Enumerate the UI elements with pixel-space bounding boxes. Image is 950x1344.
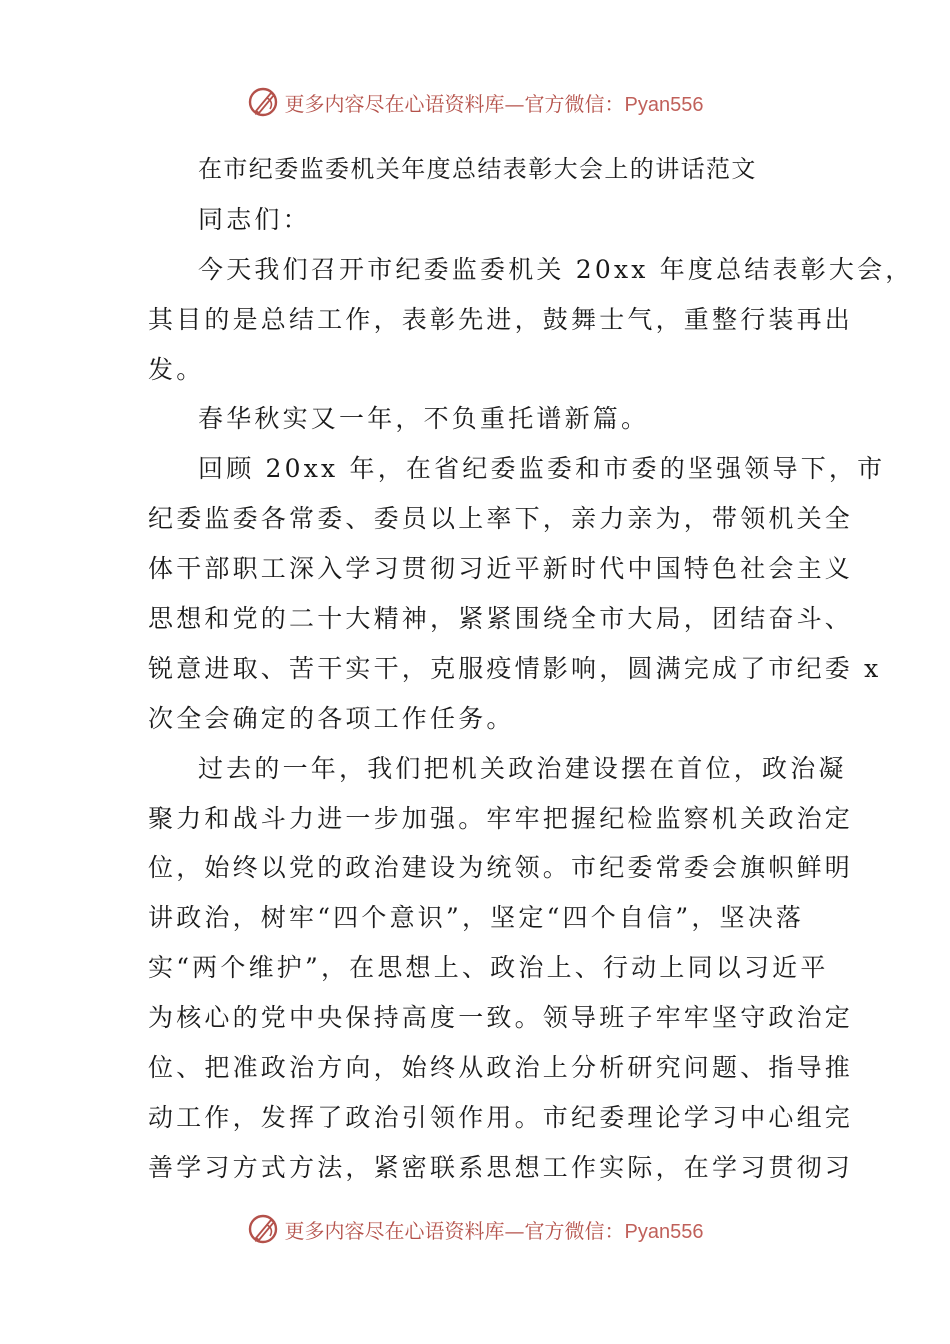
pen-logo-icon bbox=[247, 85, 281, 119]
footer-banner bbox=[0, 1209, 950, 1249]
paragraph-line: 体干部职工深入学习贯彻习近平新时代中国特色社会主义 bbox=[148, 554, 854, 584]
paragraph-line: 为核心的党中央保持高度一致。领导班子牢牢坚守政治定 bbox=[148, 1003, 854, 1033]
paragraph-line: 今天我们召开市纪委监委机关 20xx 年度总结表彰大会， bbox=[198, 254, 914, 284]
paragraph-line: 春华秋实又一年，不负重托谱新篇。 bbox=[198, 404, 650, 434]
paragraph-line: 位、把准政治方向，始终从政治上分析研究问题、指导推 bbox=[148, 1053, 854, 1083]
salutation: 同志们： bbox=[198, 204, 311, 234]
paragraph-line: 位，始终以党的政治建设为统领。市纪委常委会旗帜鲜明 bbox=[148, 853, 854, 883]
paragraph-line: 次全会确定的各项工作任务。 bbox=[148, 703, 515, 733]
paragraph-line: 实“两个维护”，在思想上、政治上、行动上同以习近平 bbox=[148, 953, 829, 983]
footer-banner-text: 更多内容尽在心语资料库—官方微信：Pyan556 bbox=[284, 1218, 704, 1243]
paragraph-line: 过去的一年，我们把机关政治建设摆在首位，政治凝 bbox=[198, 753, 847, 783]
pen-logo-icon bbox=[247, 1212, 281, 1246]
paragraph-line: 善学习方式方法，紧密联系思想工作实际，在学习贯彻习 bbox=[148, 1152, 854, 1182]
paragraph-line: 锐意进取、苦干实干，克服疫情影响，圆满完成了市纪委 x bbox=[148, 653, 882, 683]
header-banner-text: 更多内容尽在心语资料库—官方微信：Pyan556 bbox=[284, 91, 704, 116]
paragraph-line: 动工作，发挥了政治引领作用。市纪委理论学习中心组完 bbox=[148, 1102, 854, 1132]
paragraph-line: 讲政治，树牢“四个意识”，坚定“四个自信”，坚决落 bbox=[148, 903, 805, 933]
paragraph-line: 思想和党的二十大精神，紧紧围绕全市大局，团结奋斗、 bbox=[148, 604, 854, 634]
document-title: 在市纪委监委机关年度总结表彰大会上的讲话范文 bbox=[198, 155, 757, 183]
paragraph-line: 聚力和战斗力进一步加强。牢牢把握纪检监察机关政治定 bbox=[148, 803, 854, 833]
header-banner bbox=[0, 82, 950, 122]
paragraph-line: 发。 bbox=[148, 354, 205, 384]
paragraph-line: 其目的是总结工作，表彰先进，鼓舞士气，重整行装再出 bbox=[148, 304, 854, 334]
paragraph-line: 回顾 20xx 年，在省纪委监委和市委的坚强领导下，市 bbox=[198, 454, 886, 484]
document-body bbox=[148, 145, 914, 1193]
paragraph-line: 纪委监委各常委、委员以上率下，亲力亲为，带领机关全 bbox=[148, 504, 854, 534]
